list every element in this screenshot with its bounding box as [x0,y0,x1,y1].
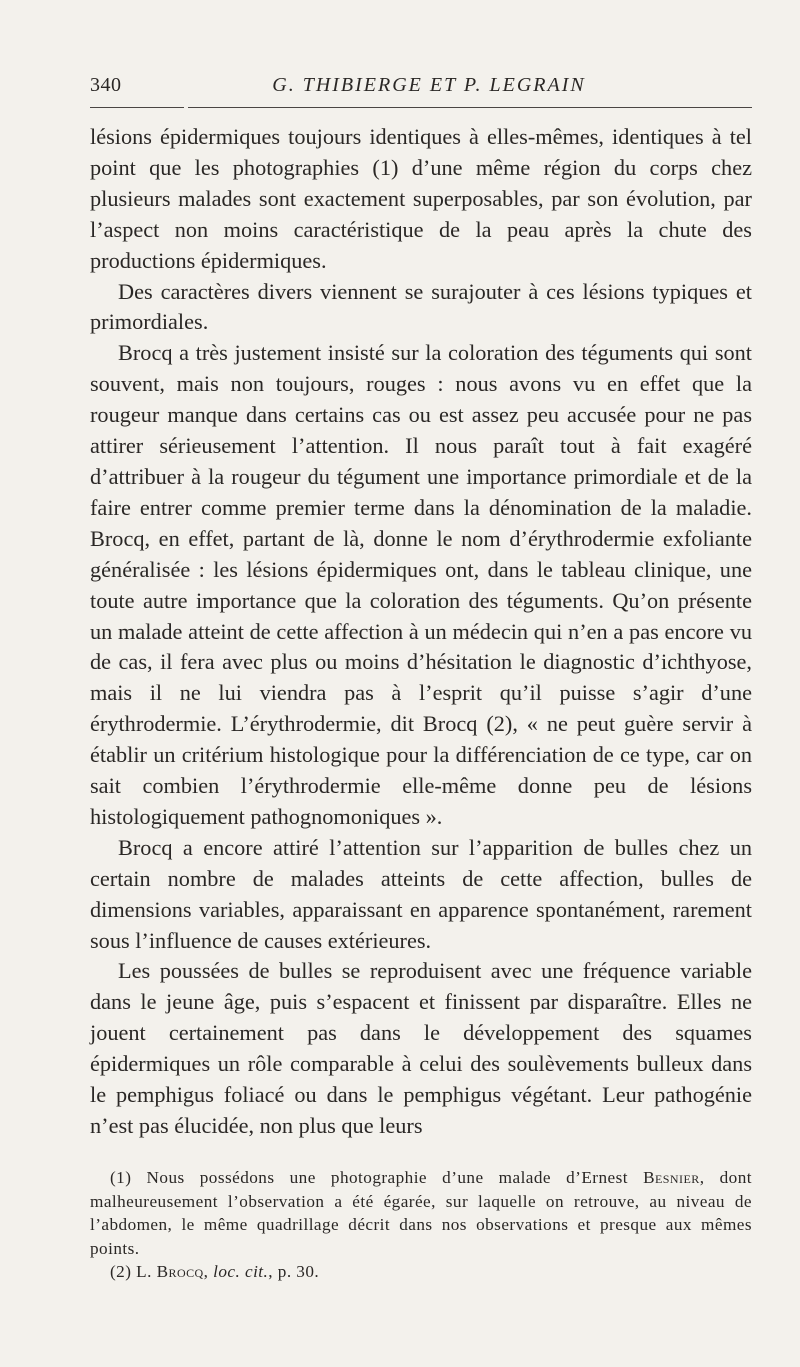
footnote-2-text: (2) L. [110,1262,157,1282]
footnote-2 [90,1260,752,1284]
header-rule-right [188,107,752,108]
paragraph-5: Les poussées de bulles se reproduisent avec une fréquence variable dans le jeune âge, puis s’espacent et finissent par disparaître. Elles ne jouent certainement pas dans le développement des squames épidermiques un rôle comparable à celui des soulèvements bulleux dans le pemphigus foliacé ou dans le pemphigus végétant. Leur pathogénie n’est pas élucidée, non plus que leurs [90,958,752,1138]
footnote-2-page: , p. 30. [268,1262,320,1282]
page-number: 340 [90,74,122,96]
footnotes [90,1166,752,1284]
paragraph-3: Brocq a très justement insisté sur la coloration des téguments qui sont souvent, mais non toujours, rouges : nous avons vu en effet que la rougeur manque dans certains cas ou est assez peu accusée pour ne pas attirer sérieusement l’attention. Il nous paraît tout à fait exagéré d’attribuer à la rougeur du tégument une importance primordiale et de la faire entrer comme premier terme dans la dénomination de la maladie. Brocq, en effet, partant de là, donne le nom d’érythrodermie exfoliante généralisée : les lésions épidermiques ont, dans le tableau clinique, une toute autre importance que la coloration des téguments. Qu’on présente un malade atteint de cette affection à un médecin qui n’en a pas encore vu de cas, il fera avec plus ou moins d’hésitation le diagnostic d’ichthyose, mais il ne lui viendra pas à l’esprit qu’il puisse s’agir d’une érythrodermie. L’érythrodermie, dit Brocq (2), « ne peut guère servir à établir un critérium histologique pour la différenciation de ce type, car on sait combien l’érythrodermie elle-même donne peu de lésions histologiquement pathognomoniques ». [90,340,752,829]
paragraph-1: lésions épidermiques toujours identiques à elles-mêmes, identiques à tel point que les photographies (1) d’une même région du corps chez plusieurs malades sont exactement superposables, par son évolution, par l’aspect non moins caractéristique de la peau après la chute des productions épidermiques. [90,124,752,273]
footnote-1-text: (1) Nous possédons une photographie d’une malade d’Ernest [110,1167,644,1187]
footnote-2-reference: loc. cit. [213,1262,269,1282]
footnote-2-separator: , [203,1262,214,1282]
book-page [90,70,752,1284]
footnote-1 [90,1166,752,1260]
paragraph-2: Des caractères divers viennent se surajouter à ces lésions typiques et primordiales. [90,278,752,335]
footnote-2-author: Brocq [156,1262,204,1282]
paragraph-4: Brocq a encore attiré l’attention sur l’apparition de bulles chez un certain nombre de malades atteints de cette affection, bulles de dimensions variables, apparaissant en apparence spontanément, rarement sous l’influence de causes extérieures. [90,834,752,953]
running-title: G. THIBIERGE ET P. LEGRAIN [272,74,586,96]
header-rule-left [90,107,184,108]
footnote-1-author: Besnier [643,1167,700,1187]
footnote-1-text-end: , dont malheureusement l’observation a été égarée, sur laquelle on retrouve, au niveau de l’abdomen, le même quadrillage décrit dans nos observations et presque aux mêmes points. [90,1167,752,1258]
body-text [90,122,752,1142]
running-head [90,70,752,104]
